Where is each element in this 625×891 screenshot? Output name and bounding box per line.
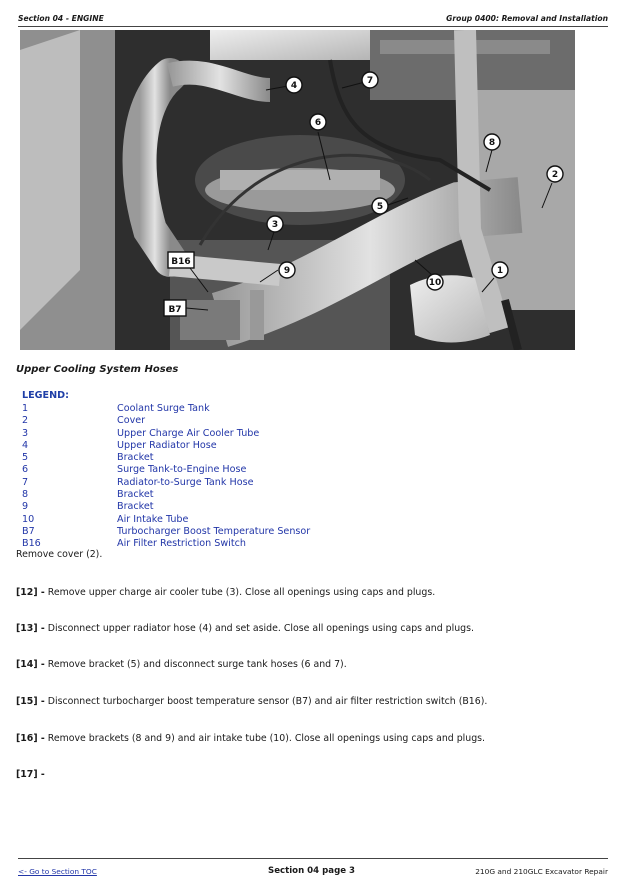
legend-row: 8 Bracket bbox=[22, 489, 154, 501]
svg-text:B7: B7 bbox=[168, 305, 182, 315]
svg-text:9: 9 bbox=[283, 266, 291, 276]
svg-text:4: 4 bbox=[290, 81, 298, 91]
svg-text:7: 7 bbox=[366, 76, 374, 86]
svg-text:10: 10 bbox=[428, 278, 442, 288]
section-title: Section 04 - ENGINE bbox=[18, 14, 104, 23]
svg-text:1: 1 bbox=[496, 266, 504, 276]
toc-link[interactable]: <- Go to Section TOC bbox=[18, 867, 97, 876]
model-title: 210G and 210GLC Excavator Repair bbox=[475, 867, 608, 876]
step-14: [14] - Remove bracket (5) and disconnect surge tank hoses (6 and 7). bbox=[16, 659, 347, 670]
step-17: [17] - bbox=[16, 769, 45, 780]
page-number: Section 04 page 3 bbox=[268, 866, 356, 876]
step-13: [13] - Disconnect upper radiator hose (4) and set aside. Close all openings using caps and plugs. bbox=[16, 623, 474, 634]
legend-row: 9 Bracket bbox=[22, 501, 154, 513]
legend-row: B7 Turbocharger Boost Temperature Sensor bbox=[22, 525, 311, 537]
legend-row: B16 Air Filter Restriction Switch bbox=[22, 538, 246, 550]
svg-text:B16: B16 bbox=[171, 257, 191, 267]
legend-row: 6 Surge Tank-to-Engine Hose bbox=[22, 464, 247, 476]
step-remove-cover: Remove cover (2). bbox=[16, 549, 103, 560]
svg-text:5: 5 bbox=[376, 202, 384, 212]
legend-row: 5 Bracket bbox=[22, 452, 154, 464]
legend-row: 10 Air Intake Tube bbox=[22, 513, 189, 525]
figure-caption: Upper Cooling System Hoses bbox=[16, 364, 179, 375]
legend-row: 7 Radiator-to-Surge Tank Hose bbox=[22, 476, 254, 488]
legend-row: 4 Upper Radiator Hose bbox=[22, 439, 217, 451]
svg-text:6: 6 bbox=[314, 118, 322, 128]
svg-text:8: 8 bbox=[488, 138, 496, 148]
legend-row: 3 Upper Charge Air Cooler Tube bbox=[22, 427, 260, 439]
svg-text:3: 3 bbox=[271, 220, 279, 230]
legend-row: 1 Coolant Surge Tank bbox=[22, 403, 210, 414]
page-header bbox=[18, 12, 608, 27]
step-15: [15] - Disconnect turbocharger boost temperature sensor (B7) and air filter restriction switch (B16). bbox=[16, 696, 488, 707]
legend-row: 2 Cover bbox=[22, 415, 146, 427]
engine-photo bbox=[20, 30, 575, 350]
legend bbox=[22, 390, 602, 551]
step-12: [12] - Remove upper charge air cooler tube (3). Close all openings using caps and plugs. bbox=[16, 587, 436, 598]
step-16: [16] - Remove brackets (8 and 9) and air intake tube (10). Close all openings using caps and plugs. bbox=[16, 733, 486, 744]
svg-text:2: 2 bbox=[551, 170, 559, 180]
group-title: Group 0400: Removal and Installation bbox=[446, 14, 608, 23]
page-footer bbox=[18, 858, 608, 879]
legend-title: LEGEND: bbox=[22, 390, 69, 401]
